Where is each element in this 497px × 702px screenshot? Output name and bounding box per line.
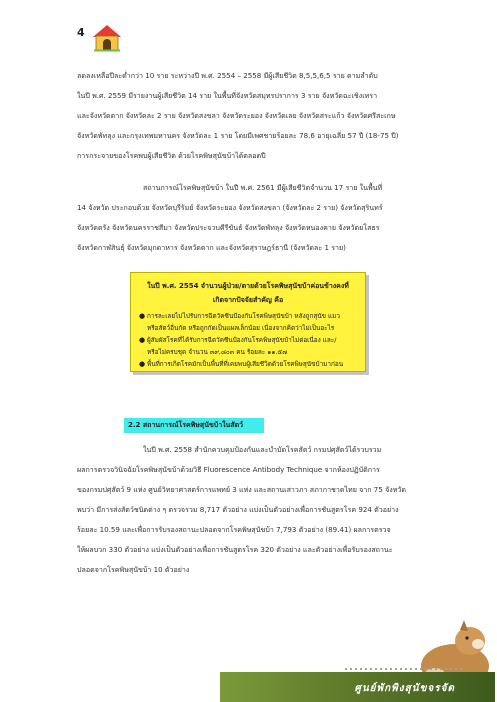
callout-item-text: พื้นที่การเกิดโรคมักเป็นพื้นที่ที่เคยพบผู้เสียชีวิตด้วยโรคพิษสุนัขบ้ามาก่อน xyxy=(147,360,344,368)
text-line: จังหวัดตรัง จังหวัดนครราชสีมา จังหวัดประจวบคีรีขันธ์ จังหวัดพัทลุง จังหวัดหนองคาย จังหวัดยโสธร xyxy=(77,223,380,232)
bullet-icon: ● xyxy=(139,312,146,320)
dotted-divider xyxy=(345,668,465,670)
callout-list xyxy=(139,310,357,370)
dog-house-icon xyxy=(92,24,122,52)
text-line: จังหวัดกาฬสินธุ์ จังหวัดมุกดาหาร จังหวัดตาก และจังหวัดสุราษฎร์ธานี (จังหวัดละ 1 ราย) xyxy=(77,243,346,252)
text-line: ให้ผลบวก 330 ตัวอย่าง แบ่งเป็นตัวอย่างเพื่อการชันสูตรโรค 320 ตัวอย่าง และตัวอย่างเพื่อรับรองสถานะ xyxy=(77,545,393,554)
text-line: การกระจายของโรคพบผู้เสียชีวิต ด้วยโรคพิษสุนัขบ้าได้ตลอดปี xyxy=(77,151,266,160)
text-line: พบว่า มีการส่งสัตว์ชนิดต่าง ๆ ตรวจรวม 8,717 ตัวอย่าง แบ่งเป็นตัวอย่างเพื่อการชันสูตรโรค 924 ตัวอย่าง xyxy=(77,505,399,514)
paragraph-3 xyxy=(77,440,417,580)
callout-item xyxy=(139,358,357,370)
text-line: ปลอดจากโรคพิษสุนัขบ้า 10 ตัวอย่าง xyxy=(77,565,190,574)
paragraph-2 xyxy=(77,178,417,258)
callout-subtitle: เกิดจากปัจจัยสำคัญ คือ xyxy=(212,296,284,304)
callout-item-text: หรือไม่ครบชุด จำนวน ๓๙,๘๐๓ คน ร้อยละ ๑๑.๕๗ xyxy=(147,348,288,356)
callout-item-continued xyxy=(139,346,357,358)
section-heading: 2.2 สถานการณ์โรคพิษสุนัขบ้าในสัตว์ xyxy=(124,418,264,433)
text-line: จังหวัดพัทลุง และกรุงเทพมหานคร จังหวัดละ 1 ราย โดยมีเพศชายร้อยละ 78.6 อายุเฉลี่ย 57 ปี (18-75 ปี) xyxy=(77,131,399,140)
callout-title: ในปี พ.ศ. 2554 จำนวนผู้ป่วย/ตายด้วยโรคพิษสุนัขบ้าค่อนข้างคงที่ xyxy=(147,282,349,290)
text-line: 14 จังหวัด ประกอบด้วย จังหวัดบุรีรัมย์ จังหวัดระยอง จังหวัดสงขลา (จังหวัดละ 2 ราย) จังหวัดสุรินทร์ xyxy=(77,203,383,212)
text-line: ในปี พ.ศ. 2558 สำนักควบคุมป้องกันและบำบัดโรคสัตว์ กรมปศุสัตว์ได้รวบรวม xyxy=(143,445,382,454)
text-line: ในปี พ.ศ. 2559 มีรายงานผู้เสียชีวิต 14 ราย ในพื้นที่จังหวัดสมุทรปราการ 3 ราย จังหวัดฉะเชิงเทรา xyxy=(77,91,378,100)
text-line: และจังหวัดตาก จังหวัดละ 2 ราย จังหวัดสงขลา จังหวัดระยอง จังหวัดเลย จังหวัดสระแก้ว จังหวัดศรีสะเกษ xyxy=(77,111,396,120)
text-line: ผลการตรวจวินิจฉัยโรคพิษสุนัขบ้าด้วยวิธี Fluorescence Antibody Technique จากห้องปฏิบัติการ xyxy=(77,465,380,474)
bullet-icon: ● xyxy=(139,336,146,344)
text-line: สถานการณ์โรคพิษสุนัขบ้า ในปี พ.ศ. 2561 มีผู้เสียชีวิตจำนวน 17 ราย ในพื้นที่ xyxy=(143,183,383,192)
paragraph-1 xyxy=(77,66,417,166)
callout-item xyxy=(139,310,357,322)
callout-item-text: ผู้สัมผัสโรคที่ได้รับการฉีดวัคซีนป้องกันโรคพิษสุนัขบ้าไม่ต่อเนื่อง และ/ xyxy=(147,336,337,344)
key-factors-callout xyxy=(130,272,366,372)
callout-item-text: การละเลยไม่ไปรับการฉีดวัคซีนป้องกันโรคพิษสุนัขบ้า หลังถูกสุนัข แมว xyxy=(147,312,340,320)
page-number: 4 xyxy=(77,26,85,39)
callout-item-continued xyxy=(139,322,357,334)
footer-title: ศูนย์พักพิงสุนัขจรจัด xyxy=(354,683,455,694)
text-line: ลดลงเหลือปีละต่ำกว่า 10 ราย ระหว่างปี พ.ศ. 2554 – 2558 มีผู้เสียชีวิต 8,5,5,6,5 ราย ตามลำดับ xyxy=(77,71,378,80)
callout-item xyxy=(139,334,357,346)
text-line: ร้อยละ 10.59 และเพื่อการรับรองสถานะปลอดจากโรคพิษสุนัขบ้า 7,793 ตัวอย่าง (89.41) ผลการตรวจ xyxy=(77,525,391,534)
text-line: ของกรมปศุสัตว์ 9 แห่ง ศูนย์วิทยาศาสตร์การแพทย์ 3 แห่ง และสถานเสาวภา สภากาชาดไทย จาก 75 จังหวัด xyxy=(77,485,406,494)
footer-banner xyxy=(220,596,495,702)
callout-item-text: หรือสัตว์อื่นกัด หรือถูกกัดเป็นแผลเล็กน้อย เนื่องจากคิดว่าไม่เป็นอะไร xyxy=(147,324,335,332)
bullet-icon: ● xyxy=(139,360,146,368)
